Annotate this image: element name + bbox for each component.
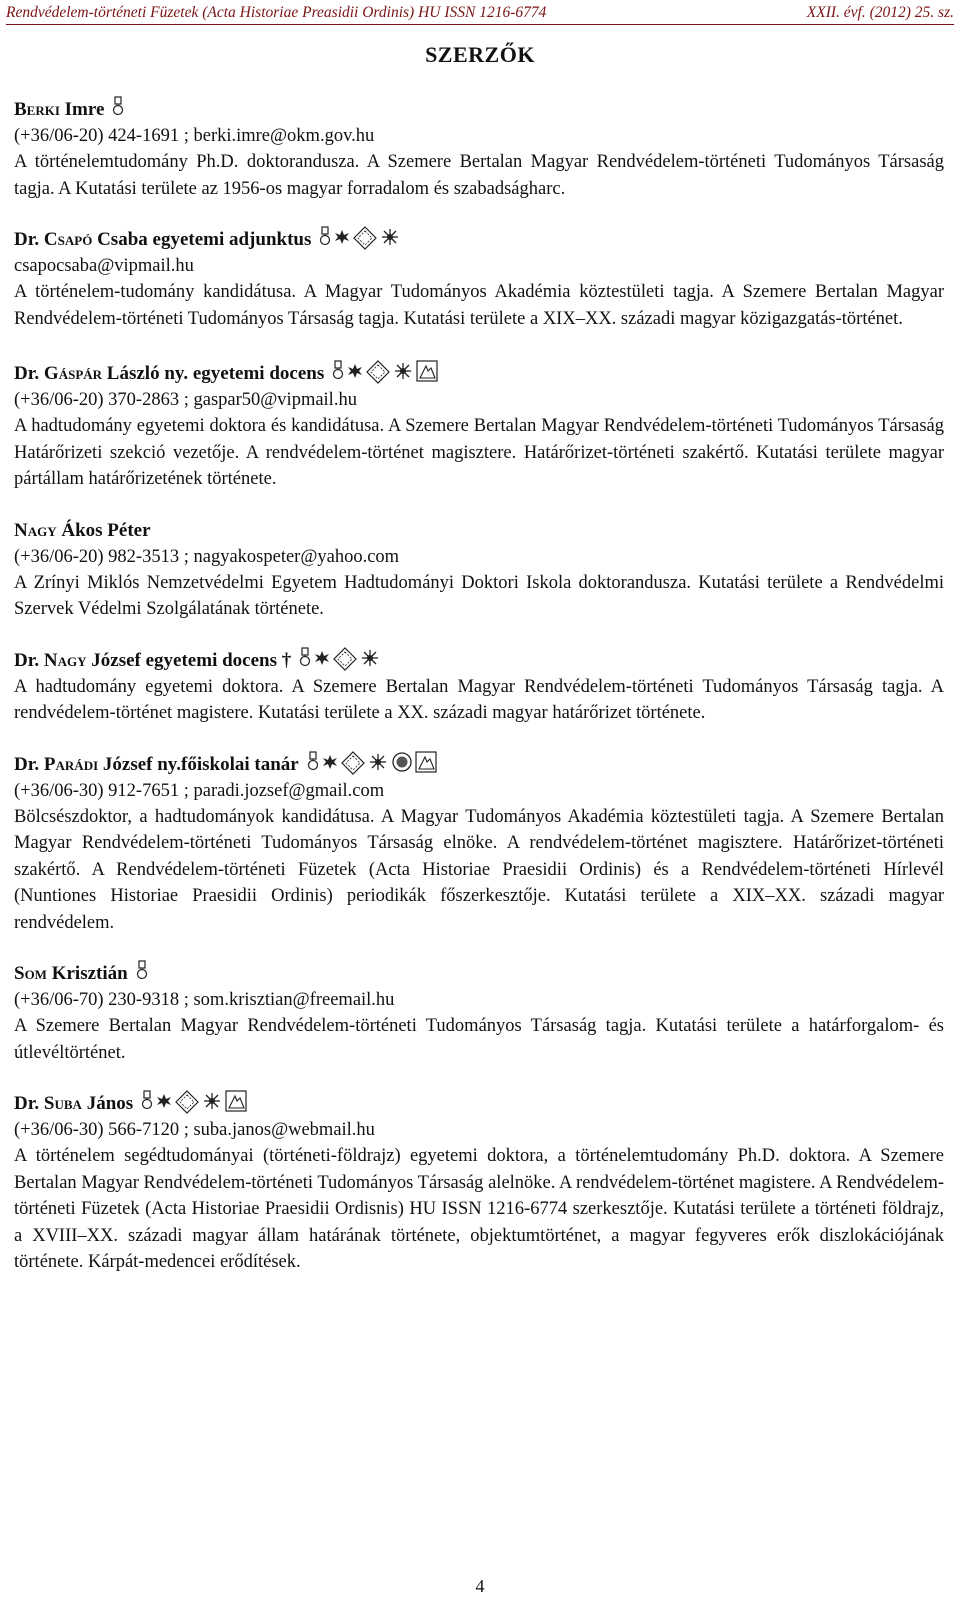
cross-icon [346, 363, 366, 384]
author-bio: A Szemere Bertalan Magyar Rendvédelem-történeti Tudományos Társaság tagja. Kutatási területe a határforgalom- és útlevéltörténet. [14, 1016, 944, 1063]
author-prefix: Dr. [14, 1093, 40, 1114]
section-title: SZERZŐK [425, 42, 535, 67]
author-entry [14, 226, 944, 332]
author-given-name: József ny.főiskolai tanár [102, 753, 299, 775]
author-surname: Som [14, 963, 47, 984]
diamond-icon [353, 229, 379, 250]
cross-icon [321, 754, 341, 775]
cross-icon [155, 1093, 175, 1114]
author-name-line [14, 96, 944, 123]
page-number: 4 [475, 1576, 485, 1596]
author-honor-icons [136, 960, 150, 984]
star-icon [359, 650, 383, 671]
author-name-line [14, 1090, 944, 1117]
author-entry [14, 360, 944, 493]
author-name-line [14, 226, 944, 253]
diamond-icon [175, 1093, 201, 1114]
author-surname: Csapó [43, 229, 93, 250]
diamond-icon [366, 363, 392, 384]
flag-icon [415, 754, 439, 775]
seal-icon [391, 754, 415, 775]
author-honor-icons [319, 226, 403, 250]
award-icon [299, 650, 313, 671]
author-entry [14, 751, 944, 937]
author-name-line [14, 647, 944, 674]
award-icon [319, 229, 333, 250]
author-name-line [14, 960, 944, 987]
author-honor-icons [332, 360, 440, 384]
author-entry [14, 647, 944, 727]
author-entry [14, 517, 944, 623]
author-given-name: János [86, 1093, 134, 1114]
author-contact: (+36/06-20) 370-2863 ; gaspar50@vipmail.hu [14, 390, 357, 410]
diamond-icon [333, 650, 359, 671]
award-icon [136, 963, 150, 984]
author-surname: Berki [14, 99, 60, 120]
author-contact: csapocsaba@vipmail.hu [14, 256, 194, 276]
issue-info: XXII. évf. (2012) 25. sz. [806, 4, 954, 21]
author-given-name: László ny. egyetemi docens [106, 363, 325, 384]
running-header [6, 2, 954, 25]
author-honor-icons [307, 751, 439, 775]
author-surname: Nagy [14, 519, 57, 541]
author-entry [14, 96, 944, 202]
star-icon [367, 754, 391, 775]
award-icon [332, 363, 346, 384]
cross-icon [333, 229, 353, 250]
flag-icon [225, 1093, 249, 1114]
author-contact: (+36/06-30) 566-7120 ; suba.janos@webmail.hu [14, 1120, 375, 1140]
star-icon [201, 1093, 225, 1114]
author-bio: A történelem-tudomány kandidátusa. A Magyar Tudományos Akadémia köztestületi tagja. A Szemere Bertalan Magyar Rendvédelem-történeti Tudományos Társaság tagja. Kutatási területe a XIX–XX. századi magyar közigazgatás-történet. [14, 282, 944, 329]
cross-icon [313, 650, 333, 671]
author-surname: Nagy [43, 649, 87, 671]
author-surname: Suba [43, 1093, 82, 1114]
award-icon [112, 99, 126, 120]
author-entry [14, 1090, 944, 1276]
author-contact: (+36/06-20) 982-3513 ; nagyakospeter@yahoo.com [14, 546, 400, 567]
author-contact: (+36/06-30) 912-7651 ; paradi.jozsef@gmail.com [14, 780, 385, 801]
author-surname: Gáspár [43, 363, 103, 384]
author-bio: A hadtudomány egyetemi doktora. A Szemere Bertalan Magyar Rendvédelem-történeti Tudományos Társaság tagja. A rendvédelem-történet magistere. Kutatási területe a XX. századi magyar határőrizet története. [14, 676, 944, 723]
diamond-icon [341, 754, 367, 775]
author-prefix: Dr. [14, 753, 40, 775]
flag-icon [416, 363, 440, 384]
author-bio: Bölcsészdoktor, a hadtudományok kandidátusa. A Magyar Tudományos Akadémia köztestületi tagja. A Szemere Bertalan Magyar Rendvédelem-történeti Tudományos Társaság elnöke. A rendvédelem-történet magisztere. Határőrizet-történeti szakértő. A Rendvédelem-történeti Füzetek (Acta Historiae Praesidii Ordinis) és a Rendvédelem-történeti Hírlevél (Nuntiones Historiae Praesidii Ordinis) periodikák főszerkesztője. Kutatási területe a XIX–XX. századi magyar rendvédelem. [14, 806, 944, 933]
award-icon [141, 1093, 155, 1114]
author-surname: Parádi [43, 753, 99, 775]
author-given-name: Ákos Péter [61, 519, 151, 541]
author-prefix: Dr. [14, 229, 40, 250]
author-given-name: Imre [64, 99, 105, 120]
star-icon [379, 229, 403, 250]
author-prefix: Dr. [14, 649, 40, 671]
author-bio: A hadtudomány egyetemi doktora és kandidátusa. A Szemere Bertalan Magyar Rendvédelem-történeti Tudományos Társaság Határőrizeti szekció vezetője. A rendvédelem-történet magisztere. Határőrizet-történeti szakértő. Kutatási területe magyar pártállam határőrizetének története. [14, 416, 944, 489]
author-given-name: Krisztián [51, 963, 128, 984]
author-honor-icons [299, 647, 383, 671]
authors-list [14, 96, 944, 1300]
author-contact: (+36/06-70) 230-9318 ; som.krisztian@freemail.hu [14, 990, 395, 1010]
author-name-line [14, 751, 944, 778]
author-given-name: József egyetemi docens † [91, 649, 292, 671]
author-entry [14, 960, 944, 1066]
author-bio: A Zrínyi Miklós Nemzetvédelmi Egyetem Hadtudományi Doktori Iskola doktorandusza. Kutatási területe a Rendvédelmi Szervek Védelmi Szolgálatának története. [14, 572, 944, 619]
journal-title: Rendvédelem-történeti Füzetek (Acta Historiae Preasidii Ordinis) HU ISSN 1216-6774 [6, 4, 547, 21]
award-icon [307, 754, 321, 775]
author-name-line [14, 360, 944, 387]
author-bio: A történelemtudomány Ph.D. doktorandusza. A Szemere Bertalan Magyar Rendvédelem-történeti Tudományos Társaság tagja. A Kutatási területe az 1956-os magyar forradalom és szabadságharc. [14, 152, 944, 199]
star-icon [392, 363, 416, 384]
author-honor-icons [141, 1090, 249, 1114]
author-prefix: Dr. [14, 363, 40, 384]
author-given-name: Csaba egyetemi adjunktus [97, 229, 312, 250]
author-contact: (+36/06-20) 424-1691 ; berki.imre@okm.gov.hu [14, 126, 375, 146]
author-name-line [14, 517, 944, 544]
author-bio: A történelem segédtudományai (történeti-földrajz) egyetemi doktora, a történelemtudomány Ph.D. doktora. A Szemere Bertalan Magyar Rendvédelem-történeti Tudományos Társaság alelnöke. A rendvédelem-történet magistere. A Rendvédelem-történeti Füzetek (Acta Historiae Praesidii Ordisnis) HU ISSN 1216-6774 szerkesztője. Kutatási területe a történeti földrajz, a XVIII–XX. századi magyar állam határának története, objektumtörténet, a magyar fegyveres erők diszlokációjának története. Kárpát-medencei erődítések. [14, 1146, 944, 1272]
author-honor-icons [112, 96, 126, 120]
